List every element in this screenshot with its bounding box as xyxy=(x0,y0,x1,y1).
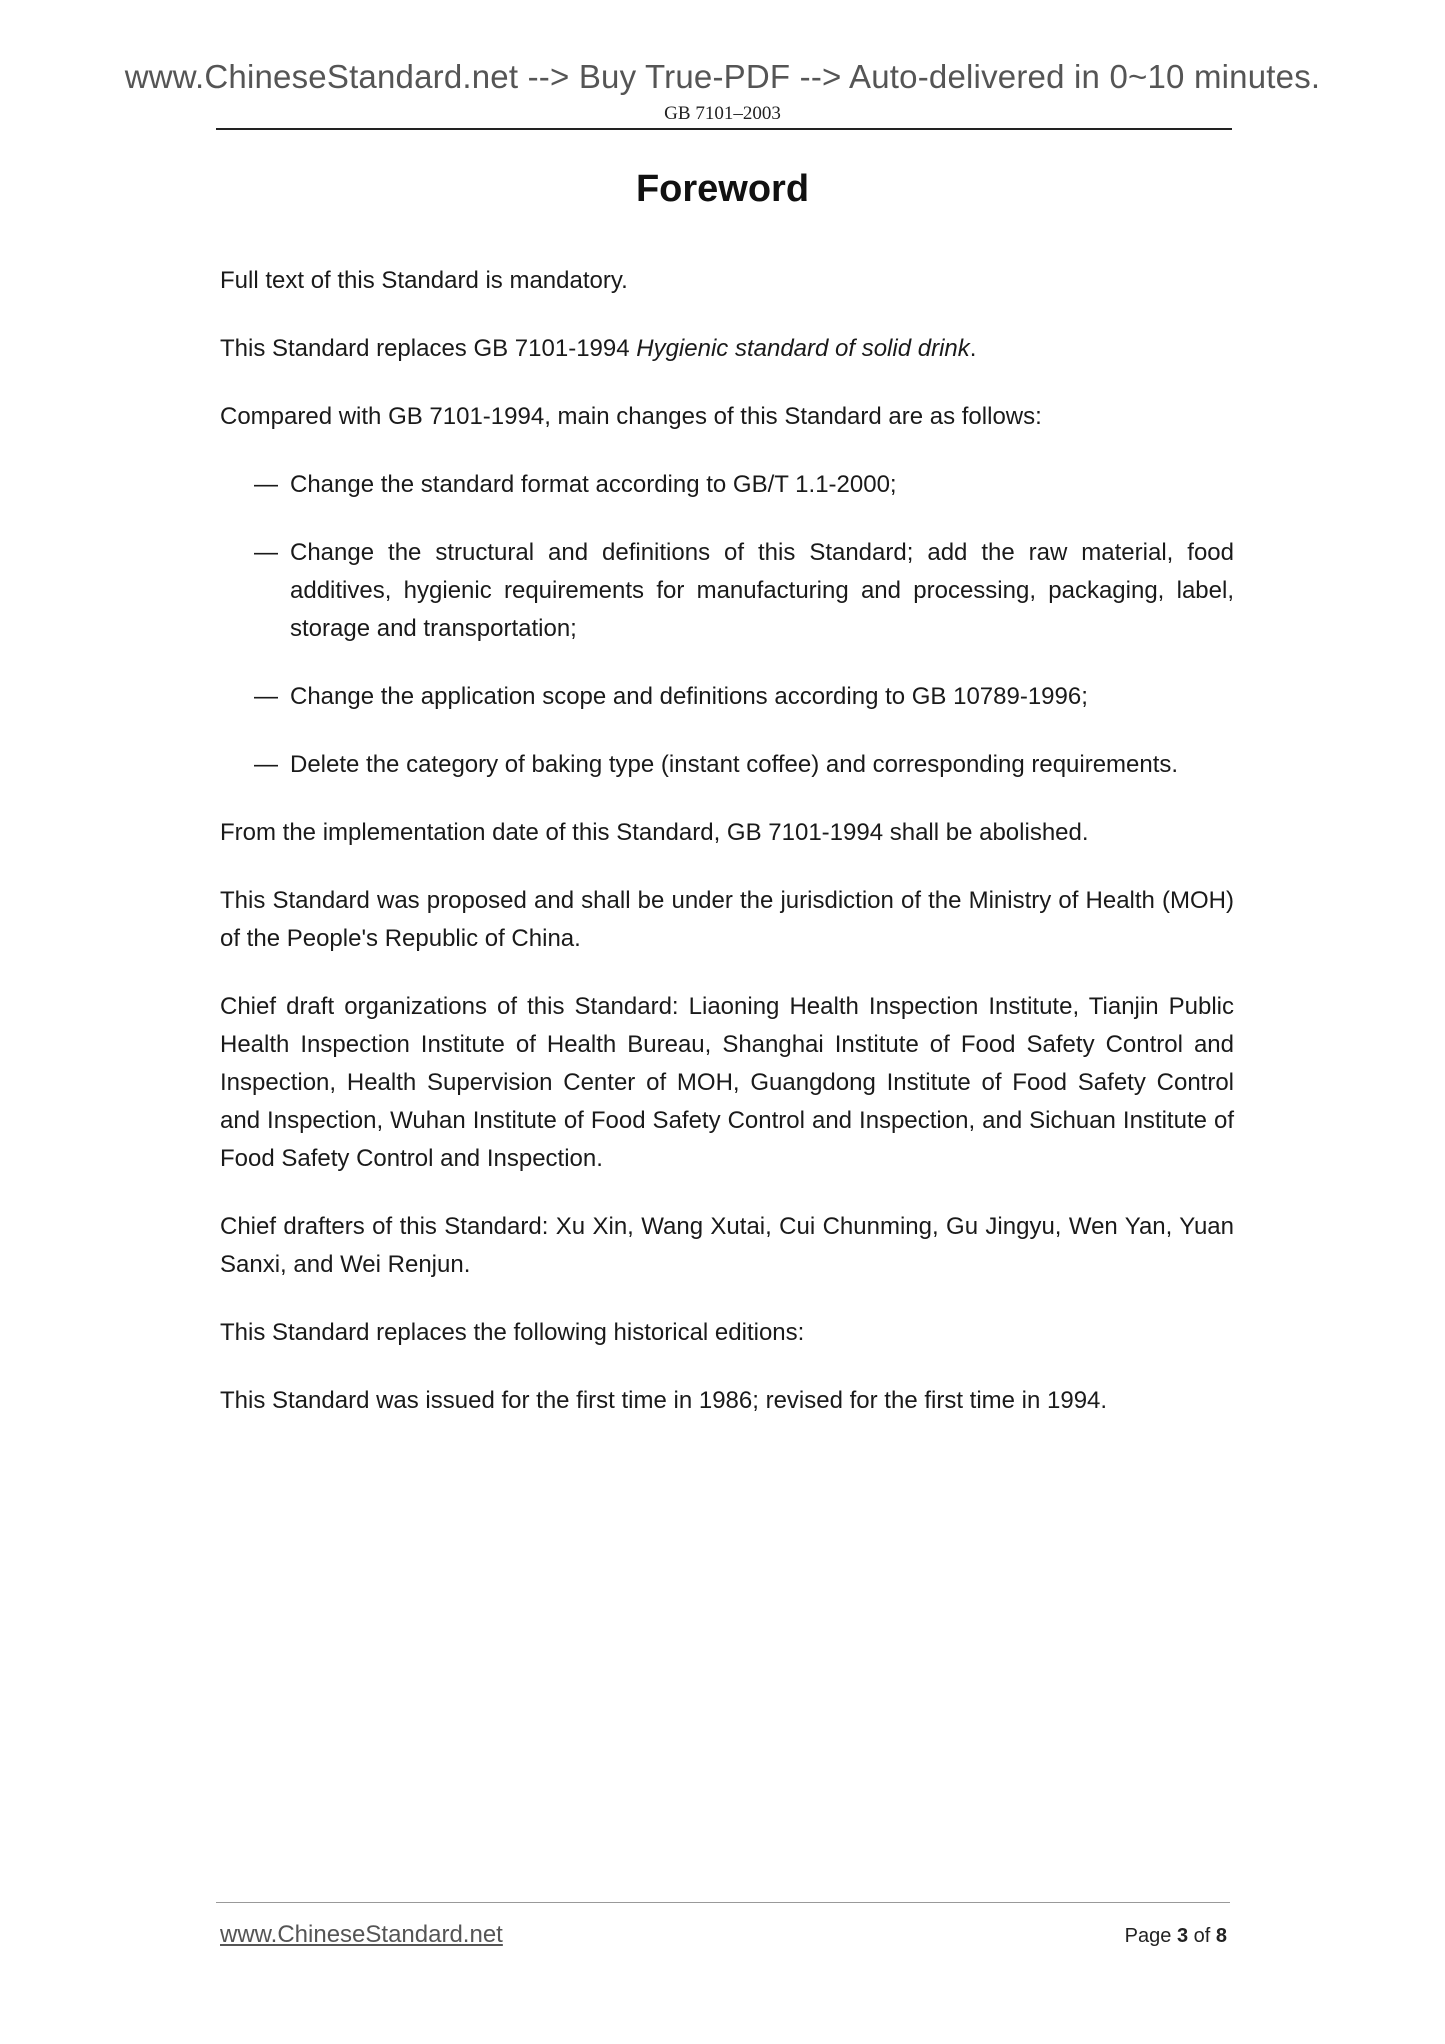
paragraph-drafters: Chief drafters of this Standard: Xu Xin, Wang Xutai, Cui Chunming, Gu Jingyu, Wen Yan, Yuan Sanxi, and Wei Renjun. xyxy=(220,1213,1234,1278)
list-item-text: Change the structural and definitions of this Standard; add the raw material, food additives, hygienic requirements for manufacturing and processing, packaging, label, storage and transportation; xyxy=(290,539,1234,642)
page-label: Page xyxy=(1124,1925,1172,1947)
list-item-text: Delete the category of baking type (instant coffee) and corresponding requirements. xyxy=(290,751,1179,778)
paragraph-abolished: From the implementation date of this Standard, GB 7101-1994 shall be abolished. xyxy=(220,819,1089,846)
replaces-suffix: . xyxy=(969,335,977,362)
list-item xyxy=(220,466,1234,504)
paragraph-mandatory: Full text of this Standard is mandatory. xyxy=(220,267,628,294)
list-item xyxy=(220,746,1234,784)
page-title: Foreword xyxy=(635,168,810,210)
document-body xyxy=(220,262,1234,1450)
footer-divider xyxy=(216,1902,1230,1903)
dash-marker: — xyxy=(254,471,278,498)
paragraph-jurisdiction: This Standard was proposed and shall be under the jurisdiction of the Ministry of Health (MOH) of the People's Republic of China. xyxy=(220,887,1234,952)
header-divider xyxy=(216,128,1232,130)
footer-site-link[interactable]: www.ChineseStandard.net xyxy=(220,1921,503,1948)
page-current: 3 xyxy=(1176,1925,1189,1947)
dash-marker: — xyxy=(254,751,278,778)
dash-marker: — xyxy=(254,539,278,566)
paragraph-changes-intro: Compared with GB 7101-1994, main changes of this Standard are as follows: xyxy=(220,403,1042,430)
list-item xyxy=(220,678,1234,716)
list-item xyxy=(220,534,1234,648)
page-number xyxy=(1125,1925,1227,1948)
standard-code: GB 7101–2003 xyxy=(664,103,781,124)
site-banner: www.ChineseStandard.net --> Buy True-PDF --> Auto-delivered in 0~10 minutes. xyxy=(124,58,1321,95)
replaced-standard-title: Hygienic standard of solid drink xyxy=(636,335,970,362)
paragraph-historical-editions: This Standard replaces the following historical editions: xyxy=(220,1319,805,1346)
dash-marker: — xyxy=(254,683,278,710)
page-total: 8 xyxy=(1215,1925,1227,1947)
list-item-text: Change the standard format according to GB/T 1.1-2000; xyxy=(290,471,897,498)
paragraph-issue-history: This Standard was issued for the first time in 1986; revised for the first time in 1994. xyxy=(220,1387,1108,1414)
list-item-text: Change the application scope and definitions according to GB 10789-1996; xyxy=(290,683,1088,710)
paragraph-replaces xyxy=(220,330,1234,368)
paragraph-draft-organizations: Chief draft organizations of this Standard: Liaoning Health Inspection Institute, Tianjin Public Health Inspection Institute of Health Bureau, Shanghai Institute of Food Safety Control and Inspection, Health Supervision Center of MOH, Guangdong Institute of Food Safety Control and Inspection, Wuhan Institute of Food Safety Control and Inspection, and Sichuan Institute of Food Safety Control and Inspection. xyxy=(220,993,1234,1172)
replaces-prefix: This Standard replaces GB 7101-1994 xyxy=(220,335,637,362)
page-of: of xyxy=(1193,1925,1211,1947)
